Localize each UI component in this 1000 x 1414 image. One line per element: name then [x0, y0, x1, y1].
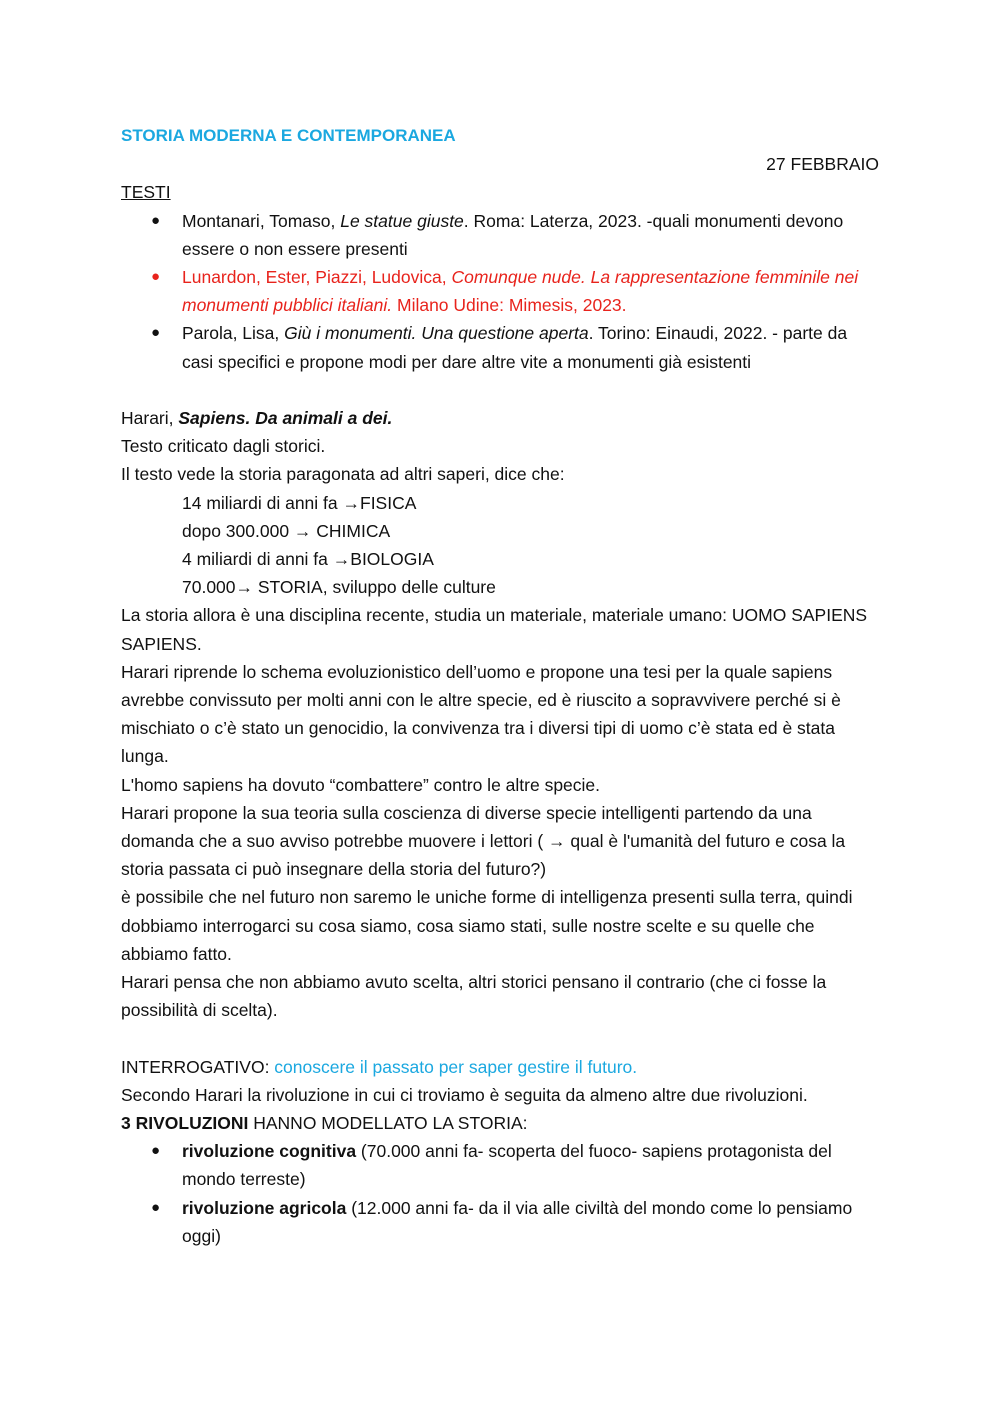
body-paragraph: è possibile che nel futuro non saremo le uniche forme di intelligenza presenti sulla terra, quindi dobbiamo interrogarci su cosa siamo, cosa siamo stati, sulle nostre scelte e su quelle che abbiamo fatto.	[121, 887, 853, 964]
text-item-pre: Parola, Lisa,	[182, 323, 285, 344]
text-item-post: . Torino: Einaudi, 2022. - parte da casi specifici e propone modi per dare altre vite a monumenti già esistenti	[182, 323, 848, 372]
interrogativo-label: INTERROGATIVO:	[121, 1056, 275, 1077]
body-paragraph: Harari propone la sua teoria sulla coscienza di diverse specie intelligenti partendo da una domanda che a suo avviso potrebbe muovere i lettori ( → qual è l'umanità del futuro e cosa la storia passata ci può insegnare della storia del futuro?)	[121, 802, 846, 880]
revolutions-list	[121, 1137, 879, 1250]
text-item-italic: Comunque nude. La rappresentazione femminile nei monumenti pubblici italiani.	[182, 267, 859, 316]
revolution-name: rivoluzione cognitiva	[182, 1141, 357, 1162]
revolutions-heading	[121, 1109, 879, 1137]
body-paragraph: La storia allora è una disciplina recente, studia un materiale, materiale umano: UOMO SAPIENS SAPIENS.	[121, 605, 868, 654]
text-item-montanari	[121, 207, 879, 263]
harari-author: Harari,	[121, 408, 179, 429]
interrogativo-line	[121, 1053, 879, 1081]
timeline-item: dopo 300.000 → CHIMICA	[182, 520, 391, 541]
text-item-parola	[121, 319, 879, 375]
bullet-icon: ●	[151, 1198, 161, 1216]
revolution-desc: (12.000 anni fa- da il via alle civiltà del mondo come lo pensiamo oggi)	[182, 1197, 853, 1246]
bullet-icon: ●	[151, 268, 161, 286]
revolutions-intro: Secondo Harari la rivoluzione in cui ci troviamo è seguita da almeno altre due rivoluzioni.	[121, 1084, 808, 1105]
harari-line-1: Testo criticato dagli storici.	[121, 436, 326, 457]
text-item-pre: Montanari, Tomaso,	[182, 210, 341, 231]
text-item-pre: Lunardon, Ester, Piazzi, Ludovica,	[182, 267, 452, 288]
text-item-post: . Roma: Laterza, 2023. -quali monumenti devono essere o non essere presenti	[182, 210, 844, 259]
document-page	[121, 122, 879, 1250]
harari-book-title: Sapiens. Da animali a dei.	[178, 408, 393, 429]
body-paragraph: L'homo sapiens ha dovuto “combattere” contro le altre specie.	[121, 774, 601, 795]
revolutions-heading-rest: HANNO MODELLATO LA STORIA:	[248, 1113, 528, 1134]
document-date: 27 FEBBRAIO	[766, 154, 879, 175]
body-paragraph: Harari pensa che non abbiamo avuto scelta, altri storici pensano il contrario (che ci fosse la possibilità di scelta).	[121, 972, 827, 1021]
bullet-icon: ●	[151, 211, 161, 229]
text-item-italic: Le statue giuste	[340, 210, 464, 231]
revolution-desc: (70.000 anni fa- scoperta del fuoco- sapiens protagonista del mondo terreste)	[182, 1141, 832, 1190]
bullet-icon: ●	[151, 324, 161, 342]
texts-section-label: TESTI	[121, 182, 171, 203]
document-title: STORIA MODERNA E CONTEMPORANEA	[121, 126, 456, 145]
body-paragraph: Harari riprende lo schema evoluzionistico dell’uomo e propone una tesi per la quale sapiens avrebbe convissuto per molti anni con le altre specie, ed è riuscito a sopravvivere perché si è mischiato o c’è stato un genocidio, la convivenza tra i diversi tipi di uomo c’è stata ed è stata lunga.	[121, 661, 841, 767]
revolution-name: rivoluzione agricola	[182, 1197, 347, 1218]
harari-line-2: Il testo vede la storia paragonata ad altri saperi, dice che:	[121, 464, 565, 485]
timeline-item: 14 miliardi di anni fa →FISICA	[182, 492, 417, 513]
spacer	[121, 1024, 879, 1052]
timeline-item: 70.000→ STORIA, sviluppo delle culture	[182, 577, 496, 598]
text-item-lunardon	[121, 263, 879, 319]
revolutions-heading-bold: 3 RIVOLUZIONI	[121, 1113, 249, 1134]
revolution-item-cognitive	[121, 1137, 879, 1193]
timeline-item: 4 miliardi di anni fa →BIOLOGIA	[182, 549, 434, 570]
texts-list	[121, 207, 879, 376]
text-item-italic: Giù i monumenti. Una questione aperta	[284, 323, 589, 344]
revolution-item-agricultural	[121, 1194, 879, 1250]
text-item-post: Milano Udine: Mimesis, 2023.	[392, 295, 627, 316]
harari-heading	[121, 404, 879, 432]
spacer	[121, 376, 879, 404]
bullet-icon: ●	[151, 1142, 161, 1160]
interrogativo-text: conoscere il passato per saper gestire il futuro.	[274, 1056, 638, 1077]
